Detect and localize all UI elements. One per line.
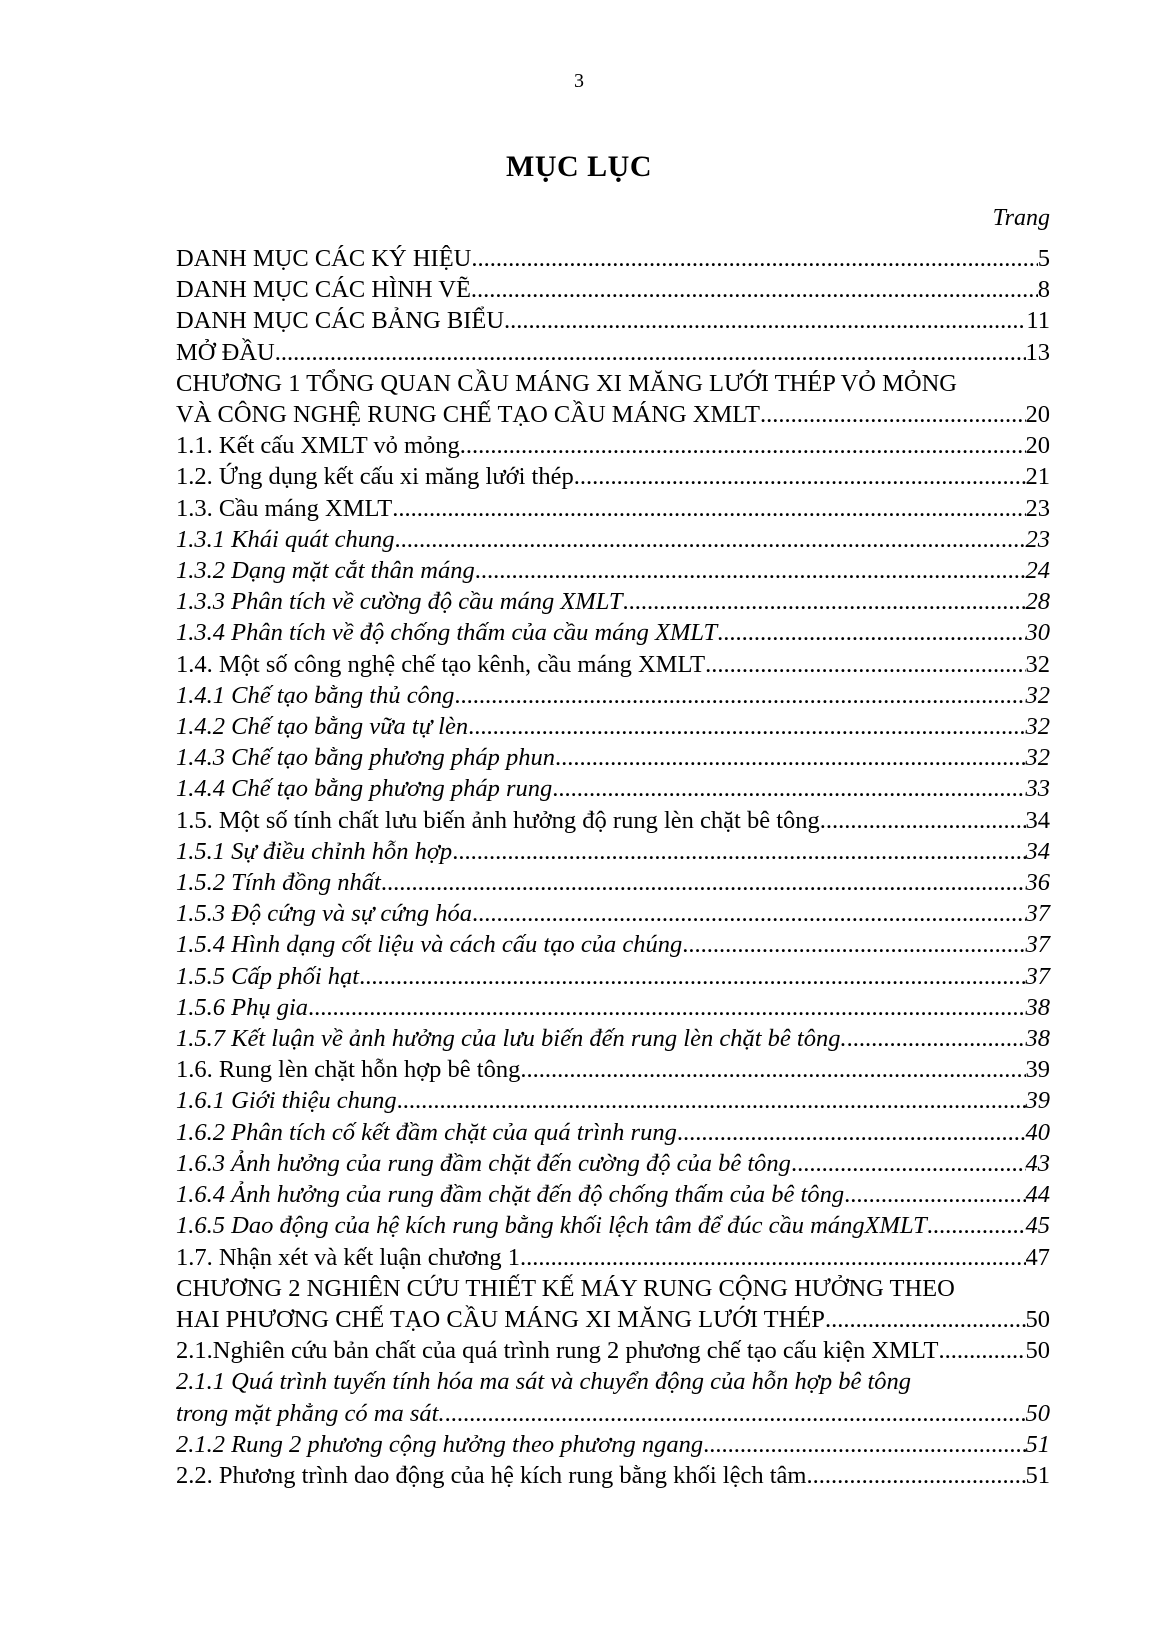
toc-entry-page: 39 [1025,1087,1050,1115]
dot-leader [520,1054,1025,1085]
toc-entry-title: 1.5.1 Sự điều chỉnh hỗn hợp [176,837,453,865]
dot-leader [760,399,1026,430]
toc-entry [176,649,1050,680]
toc-entry [176,337,1050,368]
dot-leader [825,1304,1026,1335]
toc-entry [176,461,1050,492]
toc-entry-title: 1.4.1 Chế tạo bằng thủ công [176,681,455,709]
page-number: 3 [574,70,584,92]
toc-entry-title: 1.5.3 Độ cứng và sự cứng hóa [176,900,472,928]
toc-entry [176,1148,1050,1179]
toc-entry-page: 38 [1025,993,1050,1021]
toc-entry-page: 50 [1025,1337,1050,1365]
toc-entry-title: 1.3.3 Phân tích về cường độ cầu máng XMLT [176,588,623,616]
toc-entry [176,1242,1050,1273]
toc-entry [176,1366,1050,1428]
toc-entry-page: 33 [1025,775,1050,803]
toc-entry-title: DANH MỤC CÁC KÝ HIỆU [176,245,472,272]
toc-entry-page: 28 [1025,588,1050,616]
dot-leader [460,430,1026,461]
toc-entry-page: 30 [1025,619,1050,647]
toc-entry [176,898,1050,929]
toc-entry [176,1335,1050,1366]
dot-leader [703,1429,1025,1460]
toc-entry-page: 21 [1025,463,1050,491]
dot-leader [397,1085,1026,1116]
toc-entry [176,617,1050,648]
toc-entry-title: 1.4.3 Chế tạo bằng phương pháp phun [176,744,555,772]
toc-entry [176,524,1050,555]
toc-entry-page: 43 [1025,1149,1050,1177]
toc-entry-title: 1.5. Một số tính chất lưu biến ảnh hưởng độ rung lèn chặt bê tông [176,806,820,834]
toc-entry [176,680,1050,711]
dot-leader [275,337,1026,368]
dot-leader [308,992,1025,1023]
toc-entry [176,368,1050,430]
page-title: MỤC LỤC [506,150,652,183]
toc-entry-page: 40 [1025,1118,1050,1146]
toc-entry-page: 37 [1025,900,1050,928]
toc-entry-title: 1.6. Rung lèn chặt hỗn hợp bê tông [176,1056,521,1084]
dot-leader [394,524,1025,555]
toc-entry-title: 1.6.3 Ảnh hưởng của rung đầm chặt đến cường độ của bê tông [176,1149,791,1177]
dot-leader [844,1179,1025,1210]
dot-leader [847,1023,1026,1054]
toc-entry-page: 32 [1025,650,1050,678]
dot-leader [555,742,1026,773]
toc-entry-page: 37 [1025,931,1050,959]
toc-entry [176,1117,1050,1148]
toc-entry-title: 2.1.Nghiên cứu bản chất của quá trình rung 2 phương chế tạo cấu kiện XMLT [176,1337,939,1365]
dot-leader [705,649,1025,680]
dot-leader [471,243,1037,274]
toc-entry-page: 20 [1025,401,1050,429]
dot-leader [468,711,1025,742]
toc-entry [176,493,1050,524]
toc-entry [176,1273,1050,1335]
toc-entry-title: 1.3.2 Dạng mặt cắt thân máng [176,557,475,585]
toc-entry-title: MỞ ĐẦU [176,338,275,366]
dot-leader [791,1148,1026,1179]
toc-entry-title-line1: CHƯƠNG 2 NGHIÊN CỨU THIẾT KẾ MÁY RUNG CỘNG HƯỞNG THEO [176,1274,955,1302]
toc-entry [176,1460,1050,1491]
toc-entry-title: 1.6.4 Ảnh hưởng của rung đầm chặt đến độ chống thấm của bê tông [176,1181,845,1209]
toc-entry [176,836,1050,867]
toc-entry-page: 8 [1037,276,1050,304]
dot-leader [682,929,1025,960]
toc-entry-title: 1.3.4 Phân tích về độ chống thấm của cầu máng XMLT [176,619,718,647]
dot-leader [717,617,1025,648]
toc-entry-page: 45 [1025,1212,1050,1240]
toc-entry-title-line1: 2.1.1 Quá trình tuyến tính hóa ma sát và chuyển động của hỗn hợp bê tông [176,1368,912,1396]
toc-entry [176,1054,1050,1085]
toc-entry-title: 1.5.2 Tính đồng nhất [176,869,381,897]
dot-leader [452,836,1025,867]
dot-leader [475,555,1026,586]
toc-entry [176,805,1050,836]
dot-leader [677,1117,1026,1148]
toc-entry-page: 24 [1025,557,1050,585]
toc-entry-page: 39 [1025,1056,1050,1084]
toc-entry [176,555,1050,586]
toc-entry-title: 1.6.5 Dao động của hệ kích rung bằng khối lệch tâm để đúc cầu mángXMLT [176,1212,927,1240]
toc-entry-page: 34 [1025,837,1050,865]
dot-leader [392,493,1025,524]
dot-leader [939,1335,1026,1366]
dot-leader [622,586,1025,617]
dot-leader [471,274,1038,305]
toc-entry-title: 1.6.2 Phân tích cố kết đầm chặt của quá trình rung [176,1118,677,1146]
toc-entry-title: 1.1. Kết cấu XMLT vỏ mỏng [176,432,460,460]
toc-entry [176,1085,1050,1116]
toc-entry-page: 50 [1025,1399,1050,1427]
dot-leader [504,305,1026,336]
toc-entry-page: 11 [1026,307,1050,335]
toc-entry-page: 32 [1025,681,1050,709]
toc-entry [176,929,1050,960]
toc-entry-title: 1.7. Nhận xét và kết luận chương 1 [176,1243,520,1271]
toc-entry-page: 20 [1025,432,1050,460]
dot-leader [574,461,1026,492]
toc-entry [176,243,1050,274]
toc-entry-title: DANH MỤC CÁC BẢNG BIỂU [176,307,505,335]
toc-entry [176,1023,1050,1054]
toc-entry [176,1429,1050,1460]
dot-leader [806,1460,1025,1491]
toc-entry-page: 47 [1025,1243,1050,1271]
toc-entry-page: 36 [1025,869,1050,897]
dot-leader [927,1210,1026,1241]
toc-entry-title: 2.2. Phương trình dao động của hệ kích rung bằng khối lệch tâm [176,1461,807,1489]
dot-leader [445,1398,1026,1429]
toc-entry-title: 1.5.4 Hình dạng cốt liệu và cách cấu tạo của chúng [176,931,683,959]
table-of-contents [176,243,1050,1491]
toc-entry-title: 1.5.7 Kết luận về ảnh hưởng của lưu biến đến rung lèn chặt bê tông. [176,1025,847,1053]
toc-entry-page: 34 [1025,806,1050,834]
dot-leader [820,805,1026,836]
toc-entry-page: 44 [1025,1181,1050,1209]
toc-entry-title: 1.5.5 Cấp phối hạt [176,962,360,990]
toc-entry-title: 1.4.4 Chế tạo bằng phương pháp rung [176,775,553,803]
toc-entry [176,961,1050,992]
toc-entry [176,274,1050,305]
toc-entry-page: 38 [1025,1025,1050,1053]
toc-entry-page: 23 [1025,494,1050,522]
toc-entry [176,773,1050,804]
toc-entry [176,430,1050,461]
toc-entry-title: HAI PHƯƠNG CHẾ TẠO CẦU MÁNG XI MĂNG LƯỚI THÉP [176,1305,825,1333]
toc-entry-title: VÀ CÔNG NGHỆ RUNG CHẾ TẠO CẦU MÁNG XMLT [176,401,760,429]
toc-entry [176,867,1050,898]
dot-leader [552,773,1025,804]
page-column-label: Trang [992,205,1050,231]
toc-entry [176,1179,1050,1210]
dot-leader [472,898,1026,929]
toc-entry-title-line1: CHƯƠNG 1 TỔNG QUAN CẦU MÁNG XI MĂNG LƯỚI THÉP VỎ MỎNG [176,369,957,397]
toc-entry [176,992,1050,1023]
dot-leader [454,680,1025,711]
toc-entry-title: DANH MỤC CÁC HÌNH VẼ [176,276,471,304]
toc-entry-title: 1.2. Ứng dụng kết cấu xi măng lưới thép [176,463,574,491]
toc-entry-page: 32 [1025,713,1050,741]
toc-entry-title: 1.4.2 Chế tạo bằng vữa tự lèn [176,713,469,741]
dot-leader [359,961,1025,992]
toc-entry-page: 50 [1025,1305,1050,1333]
toc-entry [176,586,1050,617]
toc-entry-page: 32 [1025,744,1050,772]
toc-entry-page: 5 [1037,245,1050,272]
toc-entry [176,1210,1050,1241]
toc-entry-title: 1.6.1 Giới thiệu chung [176,1087,397,1115]
toc-entry [176,742,1050,773]
toc-entry-page: 51 [1025,1461,1050,1489]
toc-entry-page: 23 [1025,525,1050,553]
toc-entry-title: 1.4. Một số công nghệ chế tạo kênh, cầu máng XMLT [176,650,706,678]
toc-entry-page: 37 [1025,962,1050,990]
toc-entry [176,305,1050,336]
dot-leader [520,1242,1026,1273]
dot-leader [381,867,1026,898]
toc-entry-title: 1.3. Cầu máng XMLT [176,494,393,522]
toc-entry-title: trong mặt phẳng có ma sát. [176,1399,445,1427]
toc-entry-page: 51 [1025,1430,1050,1458]
toc-entry-page: 13 [1025,338,1050,366]
toc-entry [176,711,1050,742]
toc-entry-title: 1.5.6 Phụ gia [176,993,309,1021]
toc-entry-title: 1.3.1 Khái quát chung [176,525,395,553]
toc-entry-title: 2.1.2 Rung 2 phương cộng hưởng theo phương ngang [176,1430,704,1458]
